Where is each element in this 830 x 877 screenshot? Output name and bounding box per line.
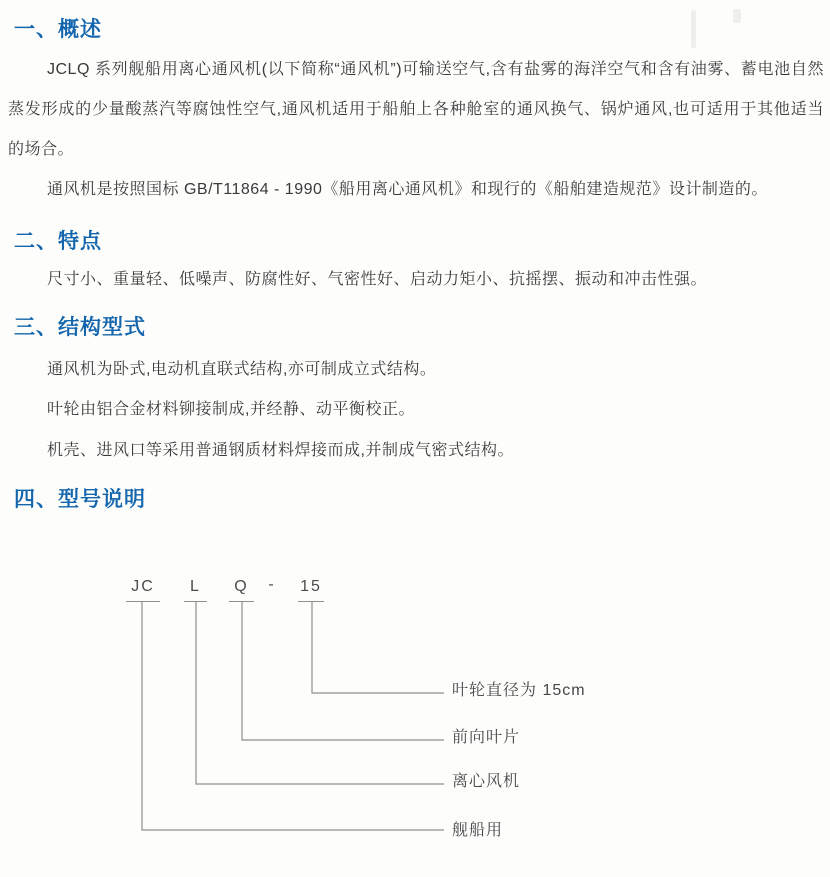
model-code-dash: - [268, 576, 274, 593]
features-paragraph: 尺寸小、重量轻、低噪声、防腐性好、气密性好、启动力矩小、抗摇摆、振动和冲击性强。 [47, 271, 708, 288]
model-code-jc: JC [126, 576, 160, 602]
scan-artifact [691, 10, 696, 48]
connector-line-blade [242, 602, 444, 740]
scan-artifact [733, 9, 741, 23]
connector-line-diameter [312, 602, 444, 693]
overview-paragraph-1: JCLQ 系列舰船用离心通风机(以下简称“通风机”)可输送空气,含有盐雾的海洋空气和含有油雾、蓄电池自然蒸发形成的少量酸蒸汽等腐蚀性空气,通风机适用于船舶上各种舱室的通风换气、锅炉通风,也可适用于其他适当的场合。 [8, 61, 824, 158]
model-code-l: L [184, 576, 207, 602]
structure-paragraph-2: 叶轮由铝合金材料铆接制成,并经静、动平衡校正。 [47, 401, 415, 418]
label-centrifugal-fan: 离心风机 [452, 773, 521, 790]
section-heading-structure: 三、结构型式 [14, 316, 146, 339]
model-designation-diagram [0, 560, 830, 870]
label-forward-blade: 前向叶片 [452, 729, 521, 746]
label-ship-use: 舰船用 [452, 822, 504, 839]
section-heading-overview: 一、概述 [14, 18, 102, 41]
section-heading-features: 二、特点 [14, 230, 102, 253]
model-code-q: Q [229, 576, 254, 602]
overview-paragraph-2: 通风机是按照国标 GB/T11864 - 1990《船用离心通风机》和现行的《船舶建造规范》设计制造的。 [47, 181, 768, 198]
section-heading-model: 四、型号说明 [14, 488, 146, 511]
structure-paragraph-3: 机壳、进风口等采用普通钢质材料焊接而成,并制成气密式结构。 [47, 442, 514, 459]
structure-paragraph-1: 通风机为卧式,电动机直联式结构,亦可制成立式结构。 [47, 361, 437, 378]
label-impeller-diameter: 叶轮直径为 15cm [452, 682, 586, 699]
connector-line-ship [142, 602, 444, 830]
model-code-number: 15 [298, 576, 324, 602]
connector-lines-svg [0, 560, 830, 870]
